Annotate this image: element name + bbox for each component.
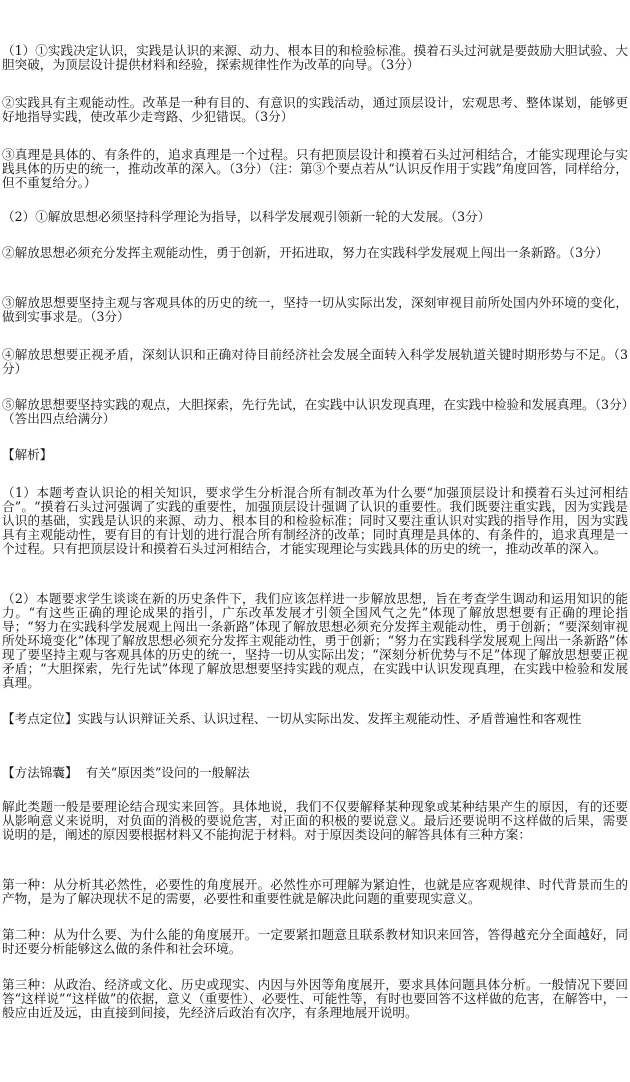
analysis-heading: 【解析】 xyxy=(2,447,53,462)
answer-1-point-3: ③真理是具体的、有条件的，追求真理是一个过程。只有把顶层设计和摸着石头过河相结合，才能实现理论与实践具体的历史的统一，推动改革的深入。（3分）（注：第③个要点若从“认识反作用于实践”角度回答，同样给分，但不重复给分。） xyxy=(2,147,628,190)
method-way-1: 第一种：从分析其必然性，必要性的角度展开。必然性亦可理解为紧迫性，也就是应客观规律、时代背景而生的产物，是为了解决现状不足的需要，必要性和重要性就是解决此问题的重要现实意义。 xyxy=(2,877,628,906)
answer-2-point-3: ③解放思想要坚持主观与客观具体的历史的统一，坚持一切从实际出发，深刻审视目前所处国内外环境的变化，做到实事求是。（3分） xyxy=(2,295,628,324)
method-intro: 解此类题一般是要理论结合现实来回答。具体地说，我们不仅要解释某种现象或某种结果产生的原因，有的还要从影响意义来说明，对负面的消极的要说危害，对正面的积极的要说意义。最后还要说明不这样做的后果，需要说明的是，阐述的原因要根据材料又不能拘泥于材料。对于原因类设问的解答具体有三种方案： xyxy=(2,799,628,842)
method-title: 有关“原因类”设问的一般解法 xyxy=(85,765,250,780)
method-way-2: 第二种：从为什么要、为什么能的角度展开。一定要紧扣题意且联系教材知识来回答，答得越充分全面越好，同时还要分析能够这么做的条件和社会环境。 xyxy=(2,927,628,956)
method-way-3: 第三种：从政治、经济或文化、历史或现实、内因与外因等角度展开，要求具体问题具体分析。一般情况下要回答“这样说”“这样做”的依据，意义（重要性）、必要性、可能性等，有时也要回答不这样做的危害，在解答中，一般应由近及远，由直接到间接，先经济后政治有次序，有条理地展开说明。 xyxy=(2,977,628,1020)
analysis-paragraph-2: （2）本题要求学生谈谈在新的历史条件下，我们应该怎样进一步解放思想，旨在考查学生调动和运用知识的能力。“有这些正确的理论成果的指引，广东改革发展才引领全国风气之先”体现了解放思想要有正确的理论指导；“努力在实践科学发展观上闯出一条新路”体现了解放思想必须充分发挥主观能动性，勇于创新；“要深刻审视所处环境变化”体现了解放思想必须充分发挥主观能动性，勇于创新；“努力在实践科学发展观上闯出一条新路”体现了要坚持主观与客观具体的历史的统一，坚持一切从实际出发；“深刻分析优势与不足”体现了解放思想要正视矛盾；“大胆探索，先行先试”体现了解放思想要坚持实践的观点，在实践中认识发现真理，在实践中检验和发展真理。 xyxy=(2,591,628,690)
method-label: 【方法锦囊】 xyxy=(2,765,78,780)
answer-2-point-1: （2）①解放思想必须坚持科学理论为指导，以科学发展观引领新一轮的大发展。（3分） xyxy=(2,209,491,224)
answer-1-point-2: ②实践具有主观能动性。改革是一种有目的、有意识的实践活动，通过顶层设计，宏观思考、整体谋划，能够更好地指导实践，使改革少走弯路、少犯错误。（3分） xyxy=(2,95,628,124)
answer-2-point-5: ⑤解放思想要坚持实践的观点，大胆探索，先行先试，在实践中认识发现真理，在实践中检验和发展真理。（3分）（答出四点给满分） xyxy=(2,397,628,426)
answer-1-point-1: （1）①实践决定认识，实践是认识的来源、动力、根本目的和检验标准。摸着石头过河就是要鼓励大胆试验、大胆突破，为顶层设计提供材料和经验，探索规律性作为改革的向导。（3分） xyxy=(2,43,628,72)
kaodian-text: 实践与认识辩证关系、认识过程、一切从实际出发、发挥主观能动性、矛盾普遍性和客观性 xyxy=(77,711,582,726)
analysis-paragraph-1: （1）本题考查认识论的相关知识，要求学生分析混合所有制改革为什么要“加强顶层设计和摸着石头过河相结合”。“摸着石头过河强调了实践的重要性，加强顶层设计强调了认识的重要性。我们既要注重实践，因为实践是认识的基础，实践是认识的来源、动力、根本目的和检验标准；同时又要注重认识对实践的指导作用，因为实践具有主观能动性，要有目的有计划的进行混合所有制经济的改革；同时真理是具体的、有条件的，追求真理是一个过程。只有把顶层设计和摸着石头过河相结合，才能实现理论与实践具体的历史的统一，推动改革的深入。 xyxy=(2,485,628,556)
kaodian-label: 【考点定位】 xyxy=(2,711,78,726)
kaodian-line xyxy=(2,712,628,726)
method-title-line xyxy=(2,766,628,780)
answer-2-point-2: ②解放思想必须充分发挥主观能动性，勇于创新，开拓进取，努力在实践科学发展观上闯出一条新路。（3分） xyxy=(2,245,609,260)
answer-2-point-4: ④解放思想要正视矛盾，深刻认识和正确对待目前经济社会发展全面转入科学发展轨道关键时期形势与不足。（3分） xyxy=(2,347,628,376)
